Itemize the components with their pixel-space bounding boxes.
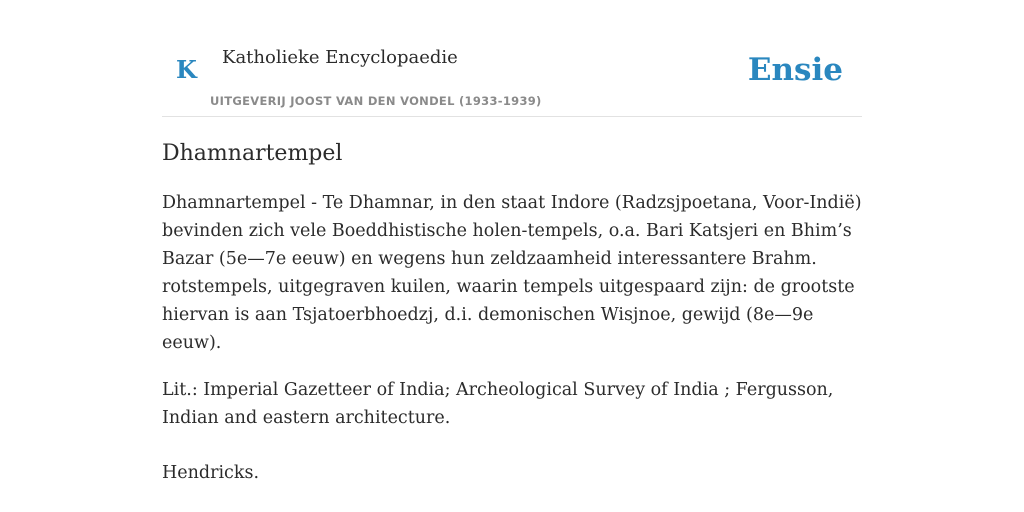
ensie-brand-logo[interactable]: Ensie [747, 52, 843, 88]
logo-k-icon[interactable]: K [176, 55, 197, 84]
article-content [162, 138, 862, 487]
site-header [162, 40, 862, 117]
page-title: Dhamnartempel [162, 141, 343, 166]
site-title[interactable]: Katholieke Encyclopaedie [222, 47, 458, 68]
publisher-subtitle: UITGEVERIJ JOOST VAN DEN VONDEL (1933-1939) [210, 94, 542, 108]
author-name: Hendricks. [162, 463, 260, 483]
literature-paragraph: Lit.: Imperial Gazetteer of India; Archeological Survey of India ; Fergusson, Indian and eastern architecture. [162, 380, 834, 428]
article-paragraph: Dhamnartempel - Te Dhamnar, in den staat Indore (Radzsjpoetana, Voor-Indië) bevinden zich vele Boeddhistische holen-tempels, o.a. Bari Katsjeri en Bhim’s Bazar (5e—7e eeuw) en wegens hun zeldzaamheid interessantere Brahm. rotstempels, uitgegraven kuilen, waarin tempels uitgespaard zijn: de grootste hiervan is aan Tsjatoerbhoedzj, d.i. demonischen Wisjnoe, gewijd (8e—9e eeuw). [162, 193, 862, 353]
